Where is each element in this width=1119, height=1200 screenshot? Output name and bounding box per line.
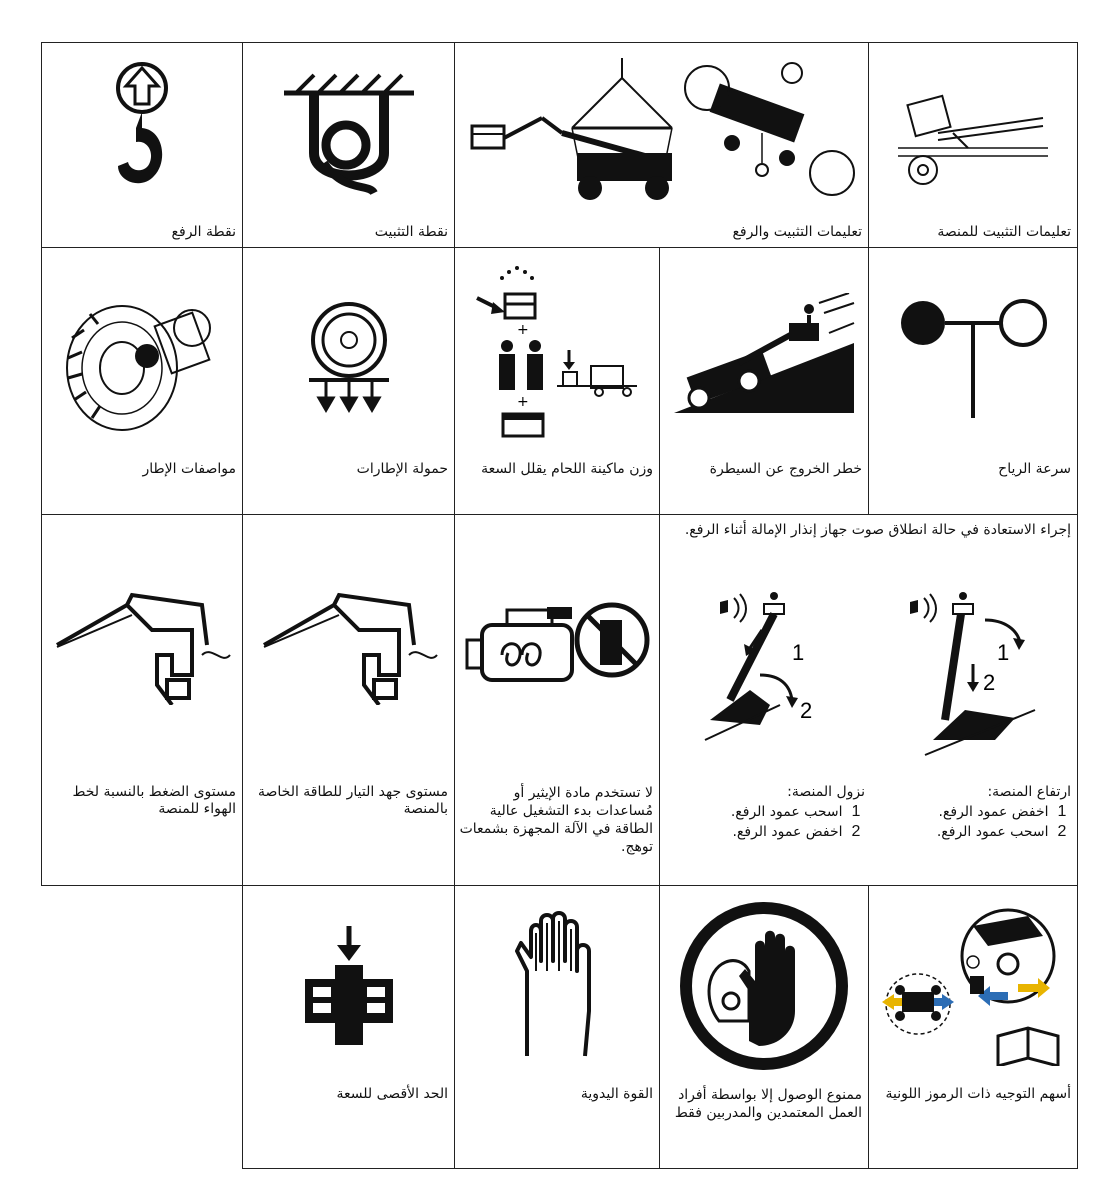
platform-voltage-cell	[242, 514, 455, 886]
runaway-slope-icon	[660, 258, 868, 458]
tie-down-lift-instructions-label: تعليمات التثبيت والرفع	[732, 224, 862, 240]
svg-text:+: +	[517, 322, 529, 338]
lift-point-label: نقطة الرفع	[171, 224, 236, 240]
tire-specs-label: مواصفات الإطار	[142, 461, 236, 477]
welder-weight-cell	[454, 247, 660, 515]
tire-load-label: حمولة الإطارات	[356, 461, 448, 477]
glove-hand-icon	[455, 886, 659, 1086]
platform-down-instructions	[731, 783, 865, 842]
platform-tie-down-label: تعليمات التثبيت للمنصة	[937, 224, 1071, 240]
svg-text:2: 2	[800, 698, 813, 723]
wind-speed-icon	[869, 258, 1077, 458]
svg-text:1: 1	[792, 640, 805, 665]
tire-icon	[42, 258, 242, 458]
platform-power-icon	[243, 515, 454, 775]
tie-down-point-cell	[242, 42, 455, 248]
manual-force-label: القوة اليدوية	[580, 1086, 653, 1102]
svg-text:+: +	[517, 394, 529, 410]
platform-up-step-2: 2 اسحب عمود الرفع.	[936, 823, 1067, 840]
color-coded-arrows-label: أسهم التوجيه ذات الرموز اللونية	[885, 1086, 1071, 1102]
no-ether-cell	[454, 514, 660, 886]
tire-load-cell	[242, 247, 455, 515]
platform-voltage-label: مستوى جهد التيار للطاقة الخاصة بالمنصة	[258, 784, 448, 817]
tire-specs-cell	[41, 247, 243, 515]
platform-down-title: نزول المنصة:	[787, 784, 865, 800]
no-access-cell	[659, 885, 869, 1169]
no-ether-icon	[455, 515, 659, 775]
max-capacity-label: الحد الأقصى للسعة	[336, 1086, 448, 1102]
manual-force-cell	[454, 885, 660, 1169]
max-capacity-cell	[242, 885, 455, 1169]
platform-up-diagram-icon	[905, 590, 1065, 760]
machine-lifting-diagram-icon	[455, 43, 868, 223]
welder-weight-label: وزن ماكينة اللحام يقلل السعة	[481, 461, 653, 477]
air-line-platform-icon	[42, 515, 242, 775]
platform-up-instructions	[937, 783, 1071, 842]
air-line-pressure-cell	[41, 514, 243, 886]
tie-down-point-label: نقطة التثبيت	[374, 224, 448, 240]
platform-down-step-2: 2 اخفض عمود الرفع.	[732, 823, 861, 840]
welder-weight-icon	[455, 253, 659, 453]
color-coded-arrows-icon	[869, 886, 1077, 1086]
tie-down-lift-instructions-cell	[454, 42, 869, 248]
svg-text:2: 2	[983, 670, 996, 695]
platform-tie-down-cell	[868, 42, 1078, 248]
lift-point-cell	[41, 42, 243, 248]
max-capacity-icon	[243, 886, 454, 1086]
svg-text:1: 1	[997, 640, 1010, 665]
no-access-stop-hand-icon	[660, 886, 868, 1086]
tilt-alarm-cell	[659, 514, 1078, 886]
wind-speed-cell	[868, 247, 1078, 515]
air-line-pressure-label: مستوى الضغط بالنسبة لخط الهواء للمنصة	[72, 784, 236, 817]
tilt-alarm-header: إجراء الاستعادة في حالة انطلاق صوت جهاز إنذار الإمالة أثناء الرفع.	[684, 522, 1071, 538]
platform-up-title: ارتفاع المنصة:	[987, 784, 1071, 800]
runaway-hazard-label: خطر الخروج عن السيطرة	[709, 461, 862, 477]
no-access-label: ممنوع الوصول إلا بواسطة أفراد العمل المعتمدين والمدربين فقط	[674, 1087, 862, 1121]
no-ether-label: لا تستخدم مادة الإيثير أو مُساعدات بدء التشغيل عالية الطاقة في الآلة المجهزة بشمعات توهج.	[459, 785, 653, 855]
color-coded-arrows-cell	[868, 885, 1078, 1169]
platform-tie-down-diagram-icon	[869, 43, 1077, 223]
tire-load-icon	[243, 258, 454, 458]
platform-down-diagram-icon	[700, 590, 860, 760]
wind-speed-label: سرعة الرياح	[998, 461, 1071, 477]
lift-hook-icon	[42, 43, 242, 223]
tie-down-icon	[243, 43, 454, 223]
runaway-hazard-cell	[659, 247, 869, 515]
platform-down-step-1: 1 اسحب عمود الرفع.	[730, 803, 861, 820]
platform-up-step-1: 1 اخفض عمود الرفع.	[938, 803, 1067, 820]
